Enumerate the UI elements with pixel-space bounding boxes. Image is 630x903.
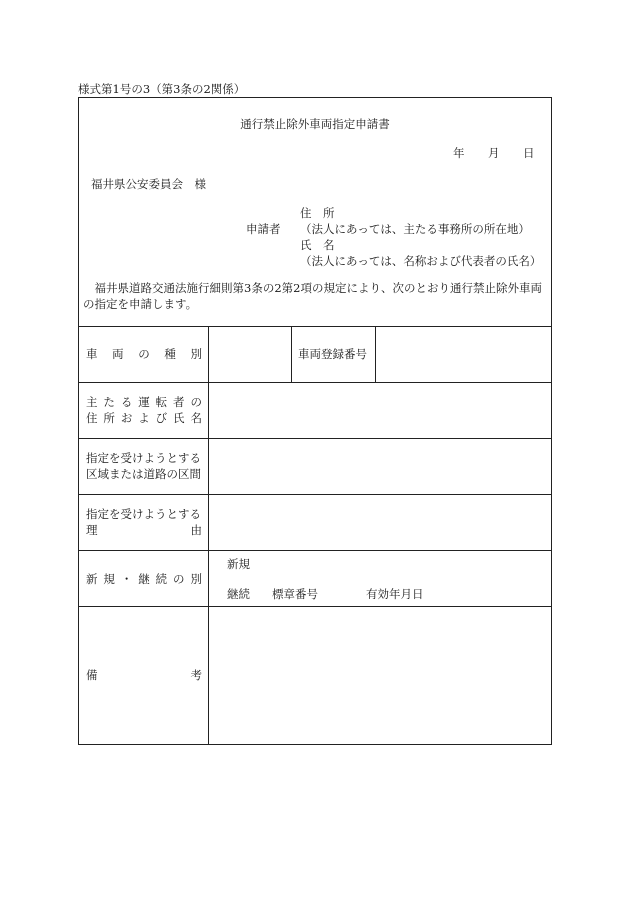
divider [79, 550, 551, 551]
registration-number-field[interactable] [383, 334, 545, 374]
date-day: 日 [523, 146, 535, 160]
column-divider [375, 326, 376, 382]
divider [79, 382, 551, 383]
date-year: 年 [453, 146, 465, 160]
new-renew-label: 新 規 ・ 継 続 の 別 [86, 572, 202, 586]
driver-field[interactable] [219, 390, 545, 430]
column-divider [291, 326, 292, 382]
form-title: 通行禁止除外車両指定申請書 [240, 117, 390, 131]
vehicle-type-field[interactable] [219, 334, 285, 374]
statement-line-1: 福井県道路交通法施行細則第3条の2第2項の規定により、次のとおり通行禁止除外車両 [83, 281, 542, 295]
registration-number-label: 車両登録番号 [298, 347, 367, 361]
statement-line-2: の指定を申請します。 [83, 297, 198, 311]
divider [79, 326, 551, 327]
form-number: 様式第1号の3（第3条の2関係） [78, 82, 246, 96]
address-label: 住 所 [300, 206, 335, 220]
divider [79, 606, 551, 607]
reason-field[interactable] [219, 502, 545, 542]
driver-label-line-2: 住 所 お よ び 氏 名 [86, 411, 202, 425]
renew-option[interactable]: 継続 [227, 587, 250, 601]
vehicle-type-label: 車 両 の 種 別 [86, 347, 202, 361]
date-month: 月 [488, 146, 500, 160]
badge-number-label: 標章番号 [272, 587, 318, 601]
name-label: 氏 名 [300, 238, 335, 252]
driver-label-line-1: 主 た る 運 転 者 の [86, 395, 202, 409]
area-field[interactable] [219, 446, 545, 486]
applicant-label: 申請者 [246, 222, 281, 236]
expiry-label: 有効年月日 [366, 587, 424, 601]
new-option[interactable]: 新規 [227, 557, 250, 571]
application-form [78, 97, 552, 745]
reason-label-line-1: 指定を受けようとする [86, 507, 201, 521]
remarks-field[interactable] [219, 614, 545, 738]
addressee: 福井県公安委員会 様 [91, 177, 206, 191]
remarks-label: 備 考 [86, 668, 202, 682]
divider [79, 438, 551, 439]
divider [79, 494, 551, 495]
name-note: （法人にあっては、名称および代表者の氏名） [300, 254, 542, 268]
area-label-line-2: 区域または道路の区間 [86, 467, 201, 481]
area-label-line-1: 指定を受けようとする [86, 451, 201, 465]
address-note: （法人にあっては、主たる事務所の所在地） [300, 222, 530, 236]
column-divider [208, 326, 209, 745]
reason-label-line-2: 理 由 [86, 523, 202, 537]
